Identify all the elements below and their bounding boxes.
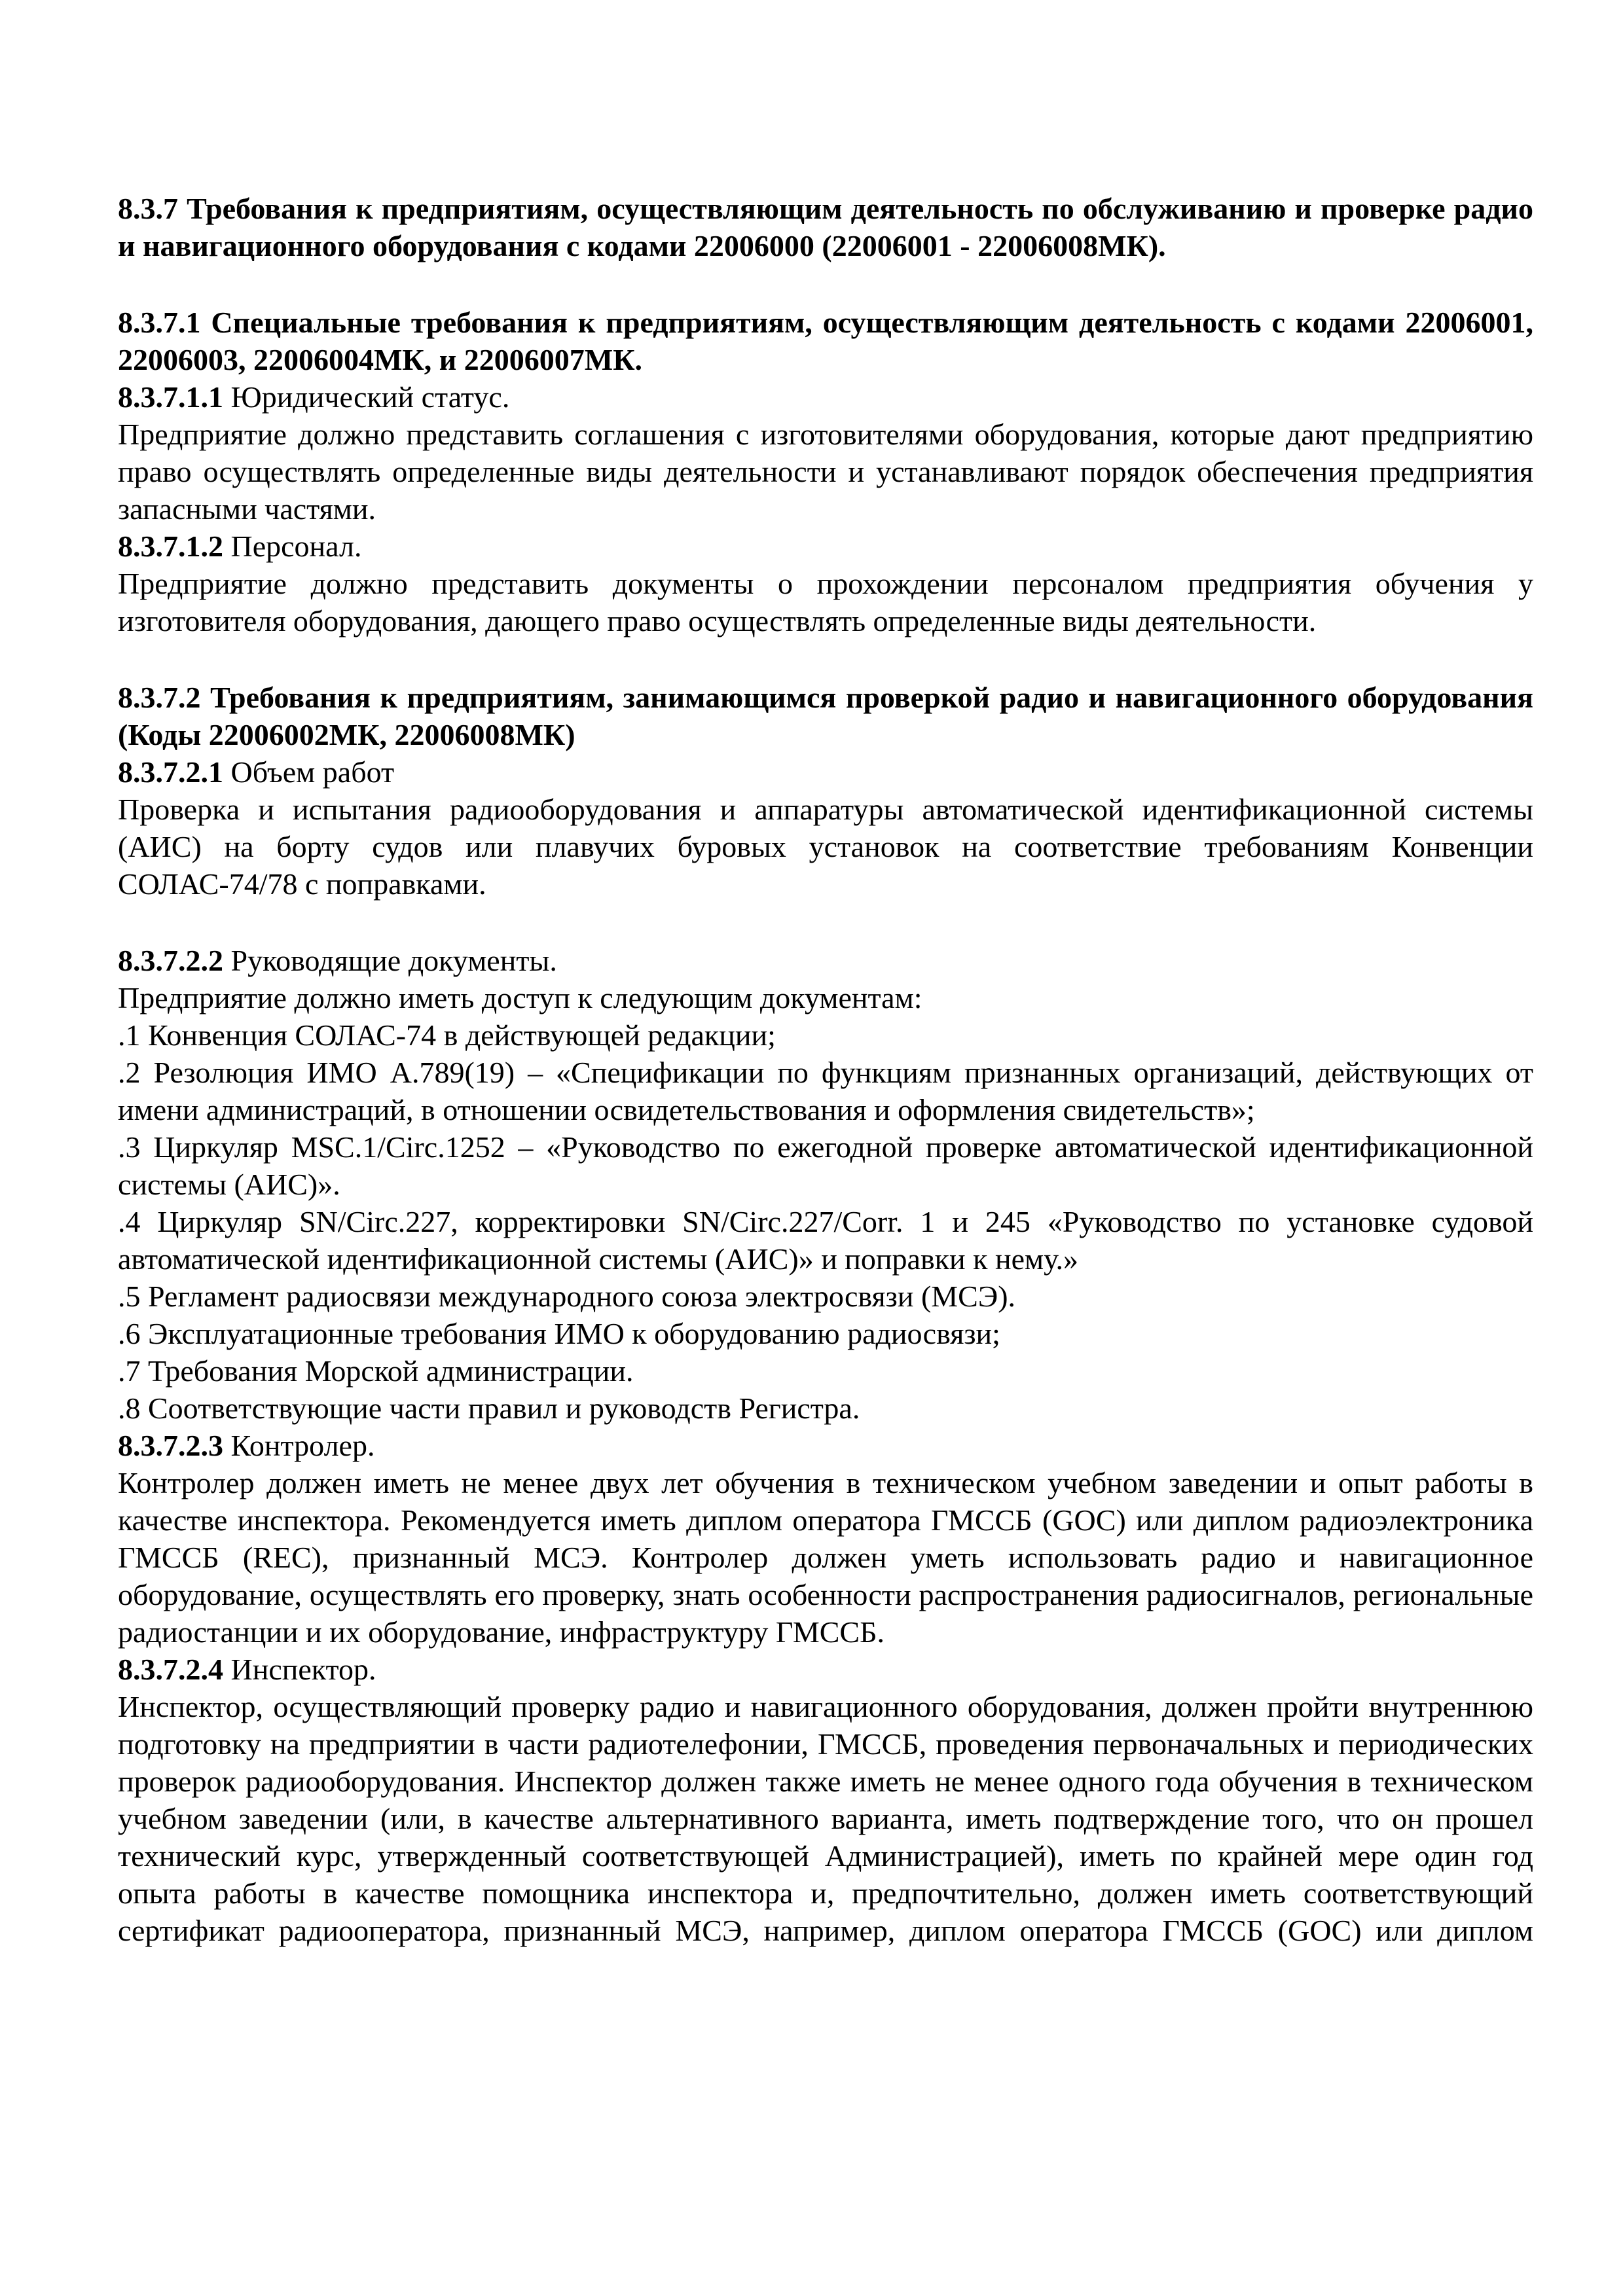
clause-label: Персонал.	[223, 529, 362, 563]
clause-label: Контролер.	[223, 1429, 375, 1462]
clause-label: Руководящие документы.	[223, 944, 557, 977]
section-8-3-7-2-heading	[118, 679, 1533, 753]
clause-8-3-7-2-1-text: Проверка и испытания радиооборудования и аппаратуры автоматической идентификационной системы (АИС) на борту судов или плавучих буровых установок на соответствие требованиям Конвенции СОЛАС-74/78 с поправками.	[118, 793, 1533, 901]
clause-number: 8.3.7.2.3	[118, 1429, 223, 1462]
clause-8-3-7-2-4	[118, 1651, 1533, 1688]
list-item: .3 Циркуляр MSC.1/Circ.1252 – «Руководство по ежегодной проверке автоматической идентификационной системы (АИС)».	[118, 1130, 1533, 1201]
list-item: .1 Конвенция СОЛАС-74 в действующей редакции;	[118, 1018, 776, 1052]
clause-number: 8.3.7.1.2	[118, 529, 223, 563]
clause-8-3-7-2-3-text: Контролер должен иметь не менее двух лет обучения в техническом учебном заведении и опыт работы в качестве инспектора. Рекомендуется иметь диплом оператора ГМССБ (GOC) или диплом радиоэлектроника ГМССБ (REC), признанный МСЭ. Контролер должен уметь использовать радио и навигационное оборудование, осуществлять его проверку, знать особенности распространения радиосигналов, региональные радиостанции и их оборудование, инфраструктуру ГМССБ.	[118, 1466, 1533, 1649]
section-8-3-7-1-title: 8.3.7.1 Специальные требования к предприятиям, осуществляющим деятельность с кодами 22006001, 22006003, 22006004МК, и 22006007МК.	[118, 306, 1533, 376]
clause-8-3-7-2-4-text: Инспектор, осуществляющий проверку радио и навигационного оборудования, должен пройти внутреннюю подготовку на предприятии в части радиотелефонии, ГМССБ, проведения первоначальных и периодических проверок радиооборудования. Инспектор должен также иметь не менее одного года обучения в техническом учебном заведении (или, в качестве альтернативного варианта, иметь подтверждение того, что он прошел технический курс, утвержденный соответствующей Администрацией), иметь по крайней мере один год опыта работы в качестве помощника инспектора и, предпочтительно, должен иметь соответствующий сертификат радиооператора, признанный МСЭ, например, диплом оператора ГМССБ (GOC) или диплом	[118, 1690, 1533, 1947]
clause-label: Юридический статус.	[223, 380, 510, 414]
list-item: .8 Соответствующие части правил и руководств Регистра.	[118, 1391, 860, 1425]
clause-8-3-7-2-2-intro: Предприятие должно иметь доступ к следующим документам:	[118, 981, 922, 1014]
section-8-3-7-title: 8.3.7 Требования к предприятиям, осуществляющим деятельность по обслуживанию и проверке радио и навигационного оборудования с кодами 22006000 (22006001 - 22006008МК).	[118, 192, 1533, 262]
clause-number: 8.3.7.2.4	[118, 1653, 223, 1686]
list-item: .5 Регламент радиосвязи международного союза электросвязи (МСЭ).	[118, 1280, 1016, 1313]
list-item: .2 Резолюция ИМО А.789(19) – «Спецификации по функциям признанных организаций, действующих от имени администраций, в отношении освидетельствования и оформления свидетельств»;	[118, 1056, 1533, 1126]
clause-8-3-7-2-1	[118, 753, 1533, 791]
clause-8-3-7-2-3	[118, 1427, 1533, 1464]
clause-number: 8.3.7.2.1	[118, 755, 223, 789]
list-item: .4 Циркуляр SN/Circ.227, корректировки SN/Circ.227/Corr. 1 и 245 «Руководство по установке судовой автоматической идентификационной системы (АИС)» и поправки к нему.»	[118, 1205, 1533, 1276]
clause-label: Объем работ	[223, 755, 395, 789]
clause-8-3-7-1-2-text: Предприятие должно представить документы о прохождении персоналом предприятия обучения у изготовителя оборудования, дающего право осуществлять определенные виды деятельности.	[118, 567, 1533, 637]
clause-8-3-7-1-1-text: Предприятие должно представить соглашения с изготовителями оборудования, которые дают предприятию право осуществлять определенные виды деятельности и устанавливают порядок обеспечения предприятия запасными частями.	[118, 418, 1533, 526]
document-page	[118, 190, 1533, 1949]
section-8-3-7-heading	[118, 190, 1533, 264]
section-8-3-7-1-heading	[118, 304, 1533, 378]
clause-8-3-7-1-2	[118, 528, 1533, 565]
section-8-3-7-2-title: 8.3.7.2 Требования к предприятиям, занимающимся проверкой радио и навигационного оборудования (Коды 22006002МК, 22006008МК)	[118, 681, 1533, 751]
clause-label: Инспектор.	[223, 1653, 376, 1686]
clause-8-3-7-2-2	[118, 942, 1533, 979]
list-item: .6 Эксплуатационные требования ИМО к оборудованию радиосвязи;	[118, 1317, 1000, 1350]
clause-number: 8.3.7.2.2	[118, 944, 223, 977]
clause-number: 8.3.7.1.1	[118, 380, 223, 414]
list-item: .7 Требования Морской администрации.	[118, 1354, 634, 1388]
clause-8-3-7-1-1	[118, 378, 1533, 416]
